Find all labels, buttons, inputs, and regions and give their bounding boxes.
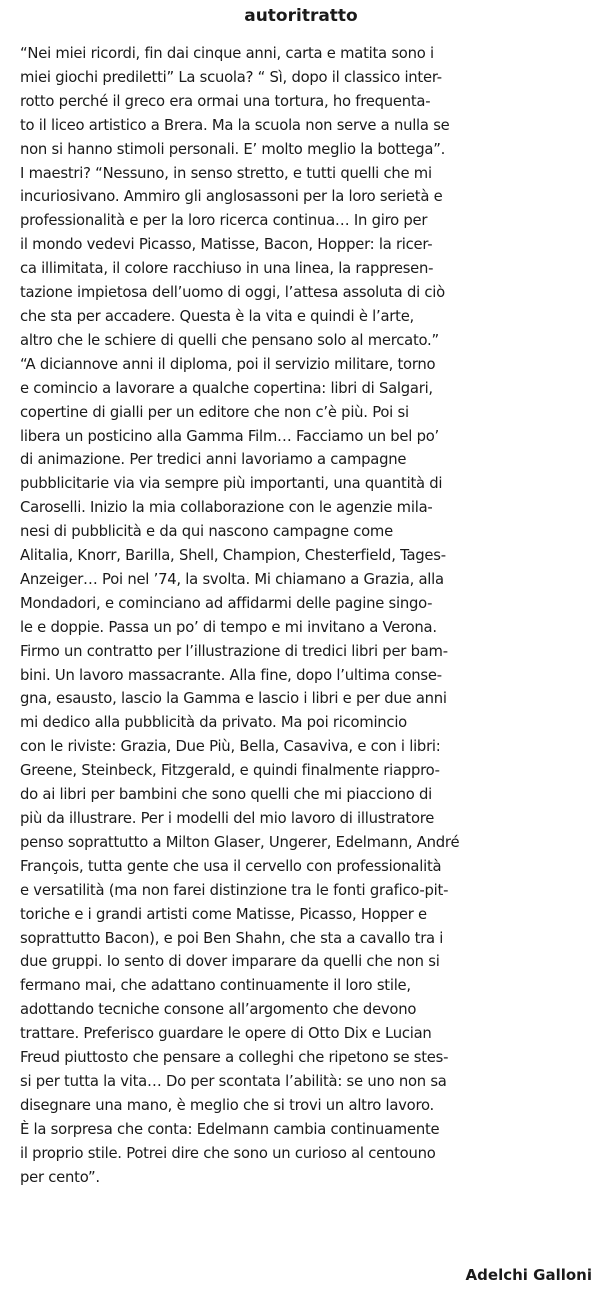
- text-line: “Nei miei ricordi, fin dai cinque anni, carta e matita sono i: [20, 45, 434, 62]
- text-line: Freud piuttosto che pensare a colleghi che ripetono se stes-: [20, 1049, 449, 1067]
- text-line: soprattutto Bacon), e poi Ben Shahn, che sta a cavallo tra i: [20, 929, 444, 947]
- text-line: François, tutta gente che usa il cervello con professionalità: [20, 857, 442, 875]
- text-line: rotto perché il greco era ormai una tortura, ho frequenta-: [20, 92, 431, 110]
- text-line: incuriosivano. Ammiro gli anglosassoni per la loro serietà e: [20, 188, 443, 206]
- text-line: Anzeiger… Poi nel ’74, la svolta. Mi chiamano a Grazia, alla: [20, 570, 444, 588]
- text-line: I maestri? “Nessuno, in senso stretto, e tutti quelli che mi: [20, 164, 432, 182]
- text-line: mi dedico alla pubblicità da privato. Ma poi ricomincio: [20, 714, 407, 732]
- author-signature: Adelchi Galloni: [465, 1266, 592, 1284]
- text-line: per cento”.: [20, 1168, 100, 1186]
- text-line: si per tutta la vita… Do per scontata l’abilità: se uno non sa: [20, 1072, 447, 1090]
- text-line: e comincio a lavorare a qualche copertina: libri di Salgari,: [20, 379, 433, 397]
- text-line: altro che le schiere di quelli che pensano solo al mercato.”: [20, 331, 439, 349]
- page-title: autoritratto: [244, 6, 358, 26]
- text-line: che sta per accadere. Questa è la vita e quindi è l’arte,: [20, 307, 415, 325]
- text-line: tazione impietosa dell’uomo di oggi, l’attesa assoluta di ciò: [20, 284, 445, 302]
- text-line: Firmo un contratto per l’illustrazione di tredici libri per bam-: [20, 642, 448, 660]
- text-line: do ai libri per bambini che sono quelli che mi piacciono di: [20, 786, 432, 804]
- text-line: gna, esausto, lascio la Gamma e lascio i libri e per due anni: [20, 690, 447, 708]
- text-line: toriche e i grandi artisti come Matisse, Picasso, Hopper e: [20, 905, 427, 923]
- text-line: con le riviste: Grazia, Due Più, Bella, Casaviva, e con i libri:: [20, 738, 441, 756]
- text-line: libera un posticino alla Gamma Film… Facciamo un bel po’: [20, 427, 440, 445]
- text-line: Caroselli. Inizio la mia collaborazione con le agenzie mila-: [20, 499, 433, 517]
- text-line: to il liceo artistico a Brera. Ma la scuola non serve a nulla se: [20, 116, 450, 134]
- text-line: non si hanno stimoli personali. E’ molto meglio la bottega”.: [20, 140, 446, 158]
- text-line: più da illustrare. Per i modelli del mio lavoro di illustratore: [20, 810, 435, 827]
- text-line: fermano mai, che adattano continuamente il loro stile,: [20, 977, 411, 995]
- text-line: Alitalia, Knorr, Barilla, Shell, Champion, Chesterfield, Tages-: [20, 547, 446, 565]
- text-line: Mondadori, e cominciano ad affidarmi delle pagine singo-: [20, 594, 433, 612]
- text-line: due gruppi. Io sento di dover imparare da quelli che non si: [20, 953, 440, 971]
- text-line: ca illimitata, il colore racchiuso in una linea, la rappresen-: [20, 260, 434, 278]
- text-line: professionalità e per la loro ricerca continua… In giro per: [20, 212, 428, 230]
- article-body: [20, 42, 598, 1190]
- text-line: Greene, Steinbeck, Fitzgerald, e quindi finalmente riappro-: [20, 762, 440, 780]
- text-line: adottando tecniche consone all’argomento che devono: [20, 1001, 417, 1019]
- text-line: di animazione. Per tredici anni lavoriamo a campagne: [20, 451, 407, 469]
- text-line: disegnare una mano, è meglio che si trovi un altro lavoro.: [20, 1096, 434, 1114]
- text-line: il proprio stile. Potrei dire che sono un curioso al centouno: [20, 1144, 436, 1162]
- text-line: nesi di pubblicità e da qui nascono campagne come: [20, 523, 393, 541]
- text-line: pubblicitarie via via sempre più importanti, una quantità di: [20, 475, 443, 493]
- text-line: copertine di gialli per un editore che non c’è più. Poi si: [20, 403, 409, 421]
- text-line: e versatilità (ma non farei distinzione tra le fonti grafico-pit-: [20, 881, 449, 899]
- text-line: miei giochi prediletti” La scuola? “ Sì, dopo il classico inter-: [20, 68, 442, 86]
- text-line: trattare. Preferisco guardare le opere di Otto Dix e Lucian: [20, 1025, 432, 1043]
- text-line: È la sorpresa che conta: Edelmann cambia continuamente: [20, 1120, 440, 1138]
- text-line: penso soprattutto a Milton Glaser, Ungerer, Edelmann, André: [20, 833, 460, 851]
- text-line: il mondo vedevi Picasso, Matisse, Bacon, Hopper: la ricer-: [20, 236, 433, 254]
- text-line: “A diciannove anni il diploma, poi il servizio militare, torno: [20, 355, 436, 373]
- text-line: le e doppie. Passa un po’ di tempo e mi invitano a Verona.: [20, 618, 437, 636]
- text-line: bini. Un lavoro massacrante. Alla fine, dopo l’ultima conse-: [20, 666, 442, 684]
